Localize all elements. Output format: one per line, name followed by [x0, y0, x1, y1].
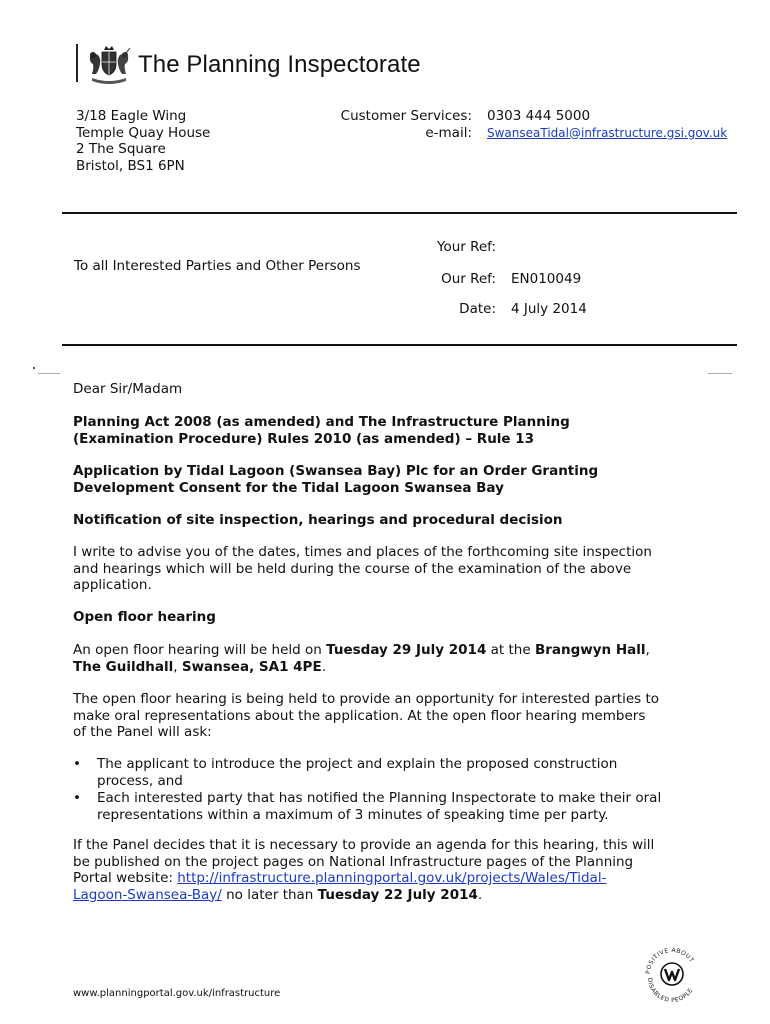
text-run: no later than	[221, 886, 318, 903]
project-page-link[interactable]: http://infrastructure.planningportal.gov.uk/projects/Wales/Tidal-	[177, 870, 607, 886]
fold-mark-left	[38, 373, 60, 374]
positive-about-disabled-people-icon	[640, 940, 704, 1004]
email-label: e-mail:	[425, 124, 472, 141]
text-line: The open floor hearing is being held to provide an opportunity for interested parties to	[73, 691, 660, 707]
text-run: ,	[173, 658, 182, 675]
address-line: Temple Quay House	[76, 124, 211, 141]
royal-coat-of-arms-icon	[86, 44, 132, 86]
text-line: and hearings which will be held during the course of the examination of the above	[73, 560, 632, 577]
heading-line: Development Consent for the Tidal Lagoon Swansea Bay	[73, 479, 504, 496]
heading-application	[73, 463, 713, 496]
text-line: process, and	[97, 772, 183, 789]
bullet-icon: •	[73, 790, 81, 806]
heading-line: Planning Act 2008 (as amended) and The Infrastructure Planning	[73, 414, 570, 430]
text-line: of the Panel will ask:	[73, 724, 212, 740]
bullet-icon: •	[73, 756, 81, 772]
section-title: Open floor hearing	[73, 609, 216, 625]
purpose-paragraph	[73, 691, 713, 741]
agenda-deadline: Tuesday 22 July 2014	[317, 886, 478, 903]
contact-labels	[300, 108, 472, 141]
text-line: make oral representations about the application. At the open floor hearing members	[73, 707, 646, 724]
text-run: An open floor hearing will be held on	[73, 642, 327, 658]
organisation-name: The Planning Inspectorate	[138, 51, 421, 78]
address-line: 3/18 Eagle Wing	[76, 108, 187, 124]
list-item	[73, 790, 733, 823]
fold-mark-right	[708, 373, 732, 374]
our-ref-label: Our Ref:	[441, 271, 496, 287]
text-line: If the Panel decides that it is necessary to provide an agenda for this hearing, this will	[73, 837, 655, 853]
our-ref-value: EN010049	[511, 271, 582, 287]
phone-number: 0303 444 5000	[487, 108, 591, 124]
address-line: 2 The Square	[76, 141, 166, 157]
heading-line: (Examination Procedure) Rules 2010 (as amended) – Rule 13	[73, 430, 535, 447]
email-link[interactable]: SwanseaTidal@infrastructure.gsi.gov.uk	[487, 125, 728, 140]
hearing-date: Tuesday 29 July 2014	[326, 642, 487, 658]
salutation: Dear Sir/Madam	[73, 381, 183, 397]
text-line: I write to advise you of the dates, times and places of the forthcoming site inspection	[73, 544, 652, 560]
text-line: representations within a maximum of 3 minutes of speaking time per party.	[97, 806, 609, 823]
text-line: application.	[73, 577, 152, 593]
venue-name: Brangwyn Hall	[534, 642, 646, 658]
footer-url: www.planningportal.gov.uk/infrastructure	[73, 988, 281, 999]
contact-values	[487, 108, 727, 141]
address-line: Bristol, BS1 6PN	[76, 157, 185, 174]
text-run: ,	[645, 642, 650, 658]
text-run: Portal website:	[73, 870, 178, 886]
ask-list	[73, 756, 733, 824]
logo-divider	[76, 44, 78, 82]
office-address	[76, 108, 210, 174]
list-item	[73, 756, 733, 789]
heading-line: Application by Tidal Lagoon (Swansea Bay) Plc for an Order Granting	[73, 463, 599, 479]
margin-mark	[33, 367, 35, 369]
intro-paragraph	[73, 544, 713, 594]
text-line: be published on the project pages on National Infrastructure pages of the Planning	[73, 853, 634, 870]
phone-label: Customer Services:	[340, 108, 472, 124]
agenda-paragraph	[73, 837, 713, 903]
venue-address: Swansea, SA1 4PE	[181, 658, 322, 675]
text-run: at the	[486, 642, 535, 658]
project-page-link[interactable]: Lagoon-Swansea-Bay/	[73, 886, 222, 903]
text-run: .	[321, 658, 326, 675]
badge-text-top: POSITIVE ABOUT	[644, 946, 696, 975]
refs-divider	[62, 344, 737, 346]
recipient-line: To all Interested Parties and Other Persons	[74, 258, 361, 274]
header-divider	[62, 212, 737, 214]
text-run: .	[477, 886, 483, 903]
date-value: 4 July 2014	[511, 301, 587, 317]
venue-building: The Guildhall	[73, 658, 174, 675]
heading-act	[73, 414, 713, 447]
date-label: Date:	[459, 301, 496, 317]
text-line: Each interested party that has notified the Planning Inspectorate to make their oral	[97, 790, 662, 806]
your-ref-label: Your Ref:	[436, 239, 496, 255]
badge-text-bottom: DISABLED PEOPLE	[645, 977, 695, 1004]
heading-notification: Notification of site inspection, hearings and procedural decision	[73, 512, 563, 528]
hearing-paragraph	[73, 642, 713, 675]
text-line: The applicant to introduce the project and explain the proposed construction	[97, 756, 618, 772]
